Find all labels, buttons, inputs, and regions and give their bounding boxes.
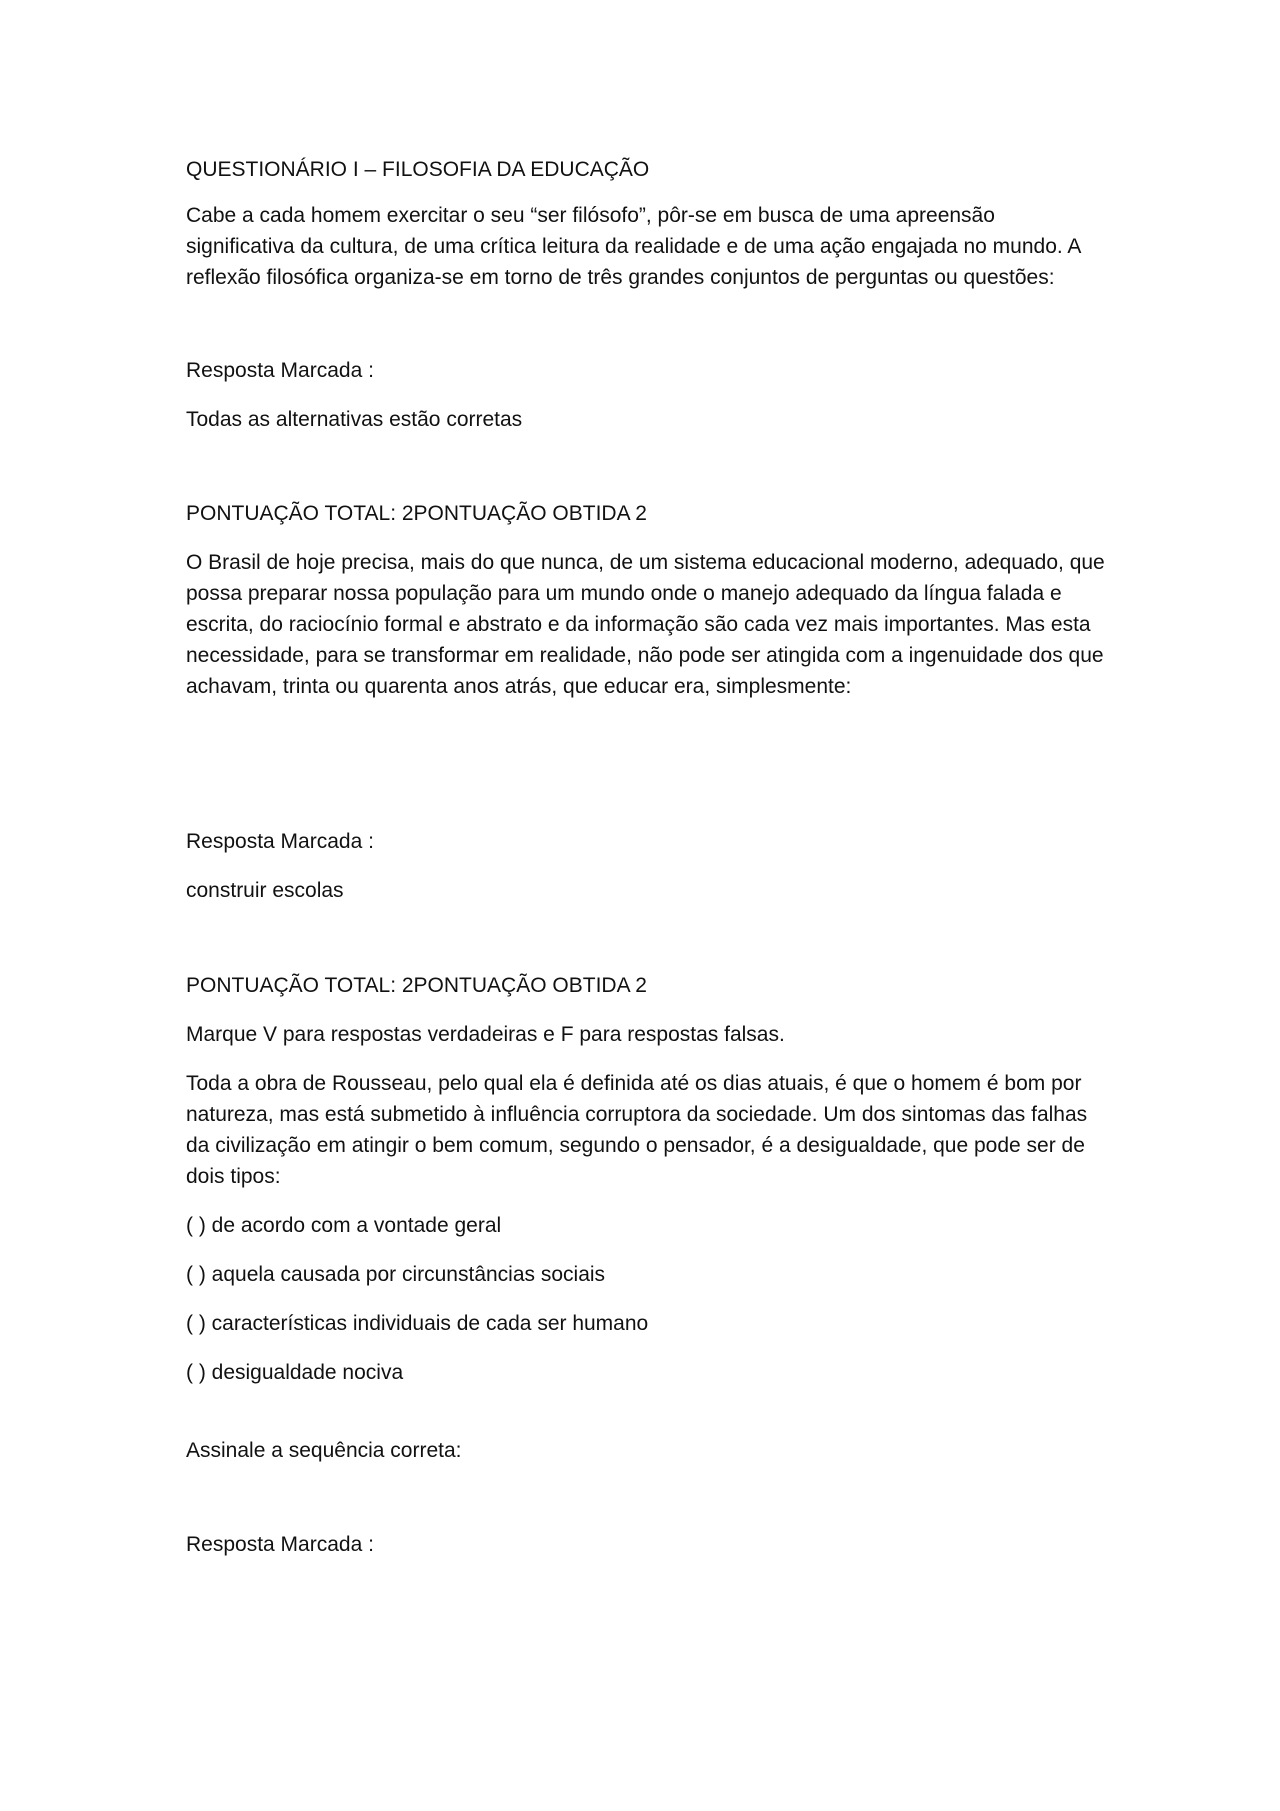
document-body [186, 154, 1106, 1578]
question-1-score: PONTUAÇÃO TOTAL: 2PONTUAÇÃO OBTIDA 2 [186, 502, 647, 525]
question-2-answer: construir escolas [186, 879, 344, 902]
question-3-instruction: Marque V para respostas verdadeiras e F para respostas falsas. [186, 1023, 785, 1046]
question-3-option: ( ) desigualdade nociva [186, 1361, 404, 1384]
question-1-answer: Todas as alternativas estão corretas [186, 408, 523, 431]
question-2-score: PONTUAÇÃO TOTAL: 2PONTUAÇÃO OBTIDA 2 [186, 974, 647, 997]
document-title: QUESTIONÁRIO I – FILOSOFIA DA EDUCAÇÃO [186, 158, 650, 181]
question-3-text: Toda a obra de Rousseau, pelo qual ela é definida até os dias atuais, é que o homem é bom por natureza, mas está submetido à influência corruptora da sociedade. Um dos sintomas das falhas da civilização em atingir o bem comum, segundo o pensador, é a desigualdade, que pode ser de dois tipos: [186, 1072, 1088, 1188]
question-2-answer-label: Resposta Marcada : [186, 830, 374, 853]
question-3-prompt: Assinale a sequência correta: [186, 1439, 462, 1462]
question-1-answer-label: Resposta Marcada : [186, 359, 374, 382]
question-3-option: ( ) de acordo com a vontade geral [186, 1214, 502, 1237]
question-3-option: ( ) aquela causada por circunstâncias sociais [186, 1263, 606, 1286]
question-3-option: ( ) características individuais de cada ser humano [186, 1312, 649, 1335]
question-1-text: Cabe a cada homem exercitar o seu “ser filósofo”, pôr-se em busca de uma apreensão significativa da cultura, de uma crítica leitura da realidade e de uma ação engajada no mundo. A reflexão filosófica organiza-se em torno de três grandes conjuntos de perguntas ou questões: [186, 204, 1081, 289]
question-2-text: O Brasil de hoje precisa, mais do que nunca, de um sistema educacional moderno, adequado, que possa preparar nossa população para um mundo onde o manejo adequado da língua falada e escrita, do raciocínio formal e abstrato e da informação são cada vez mais importantes. Mas esta necessidade, para se transformar em realidade, não pode ser atingida com a ingenuidade dos que achavam, trinta ou quarenta anos atrás, que educar era, simplesmente: [186, 551, 1105, 698]
question-3-answer-label: Resposta Marcada : [186, 1533, 374, 1556]
